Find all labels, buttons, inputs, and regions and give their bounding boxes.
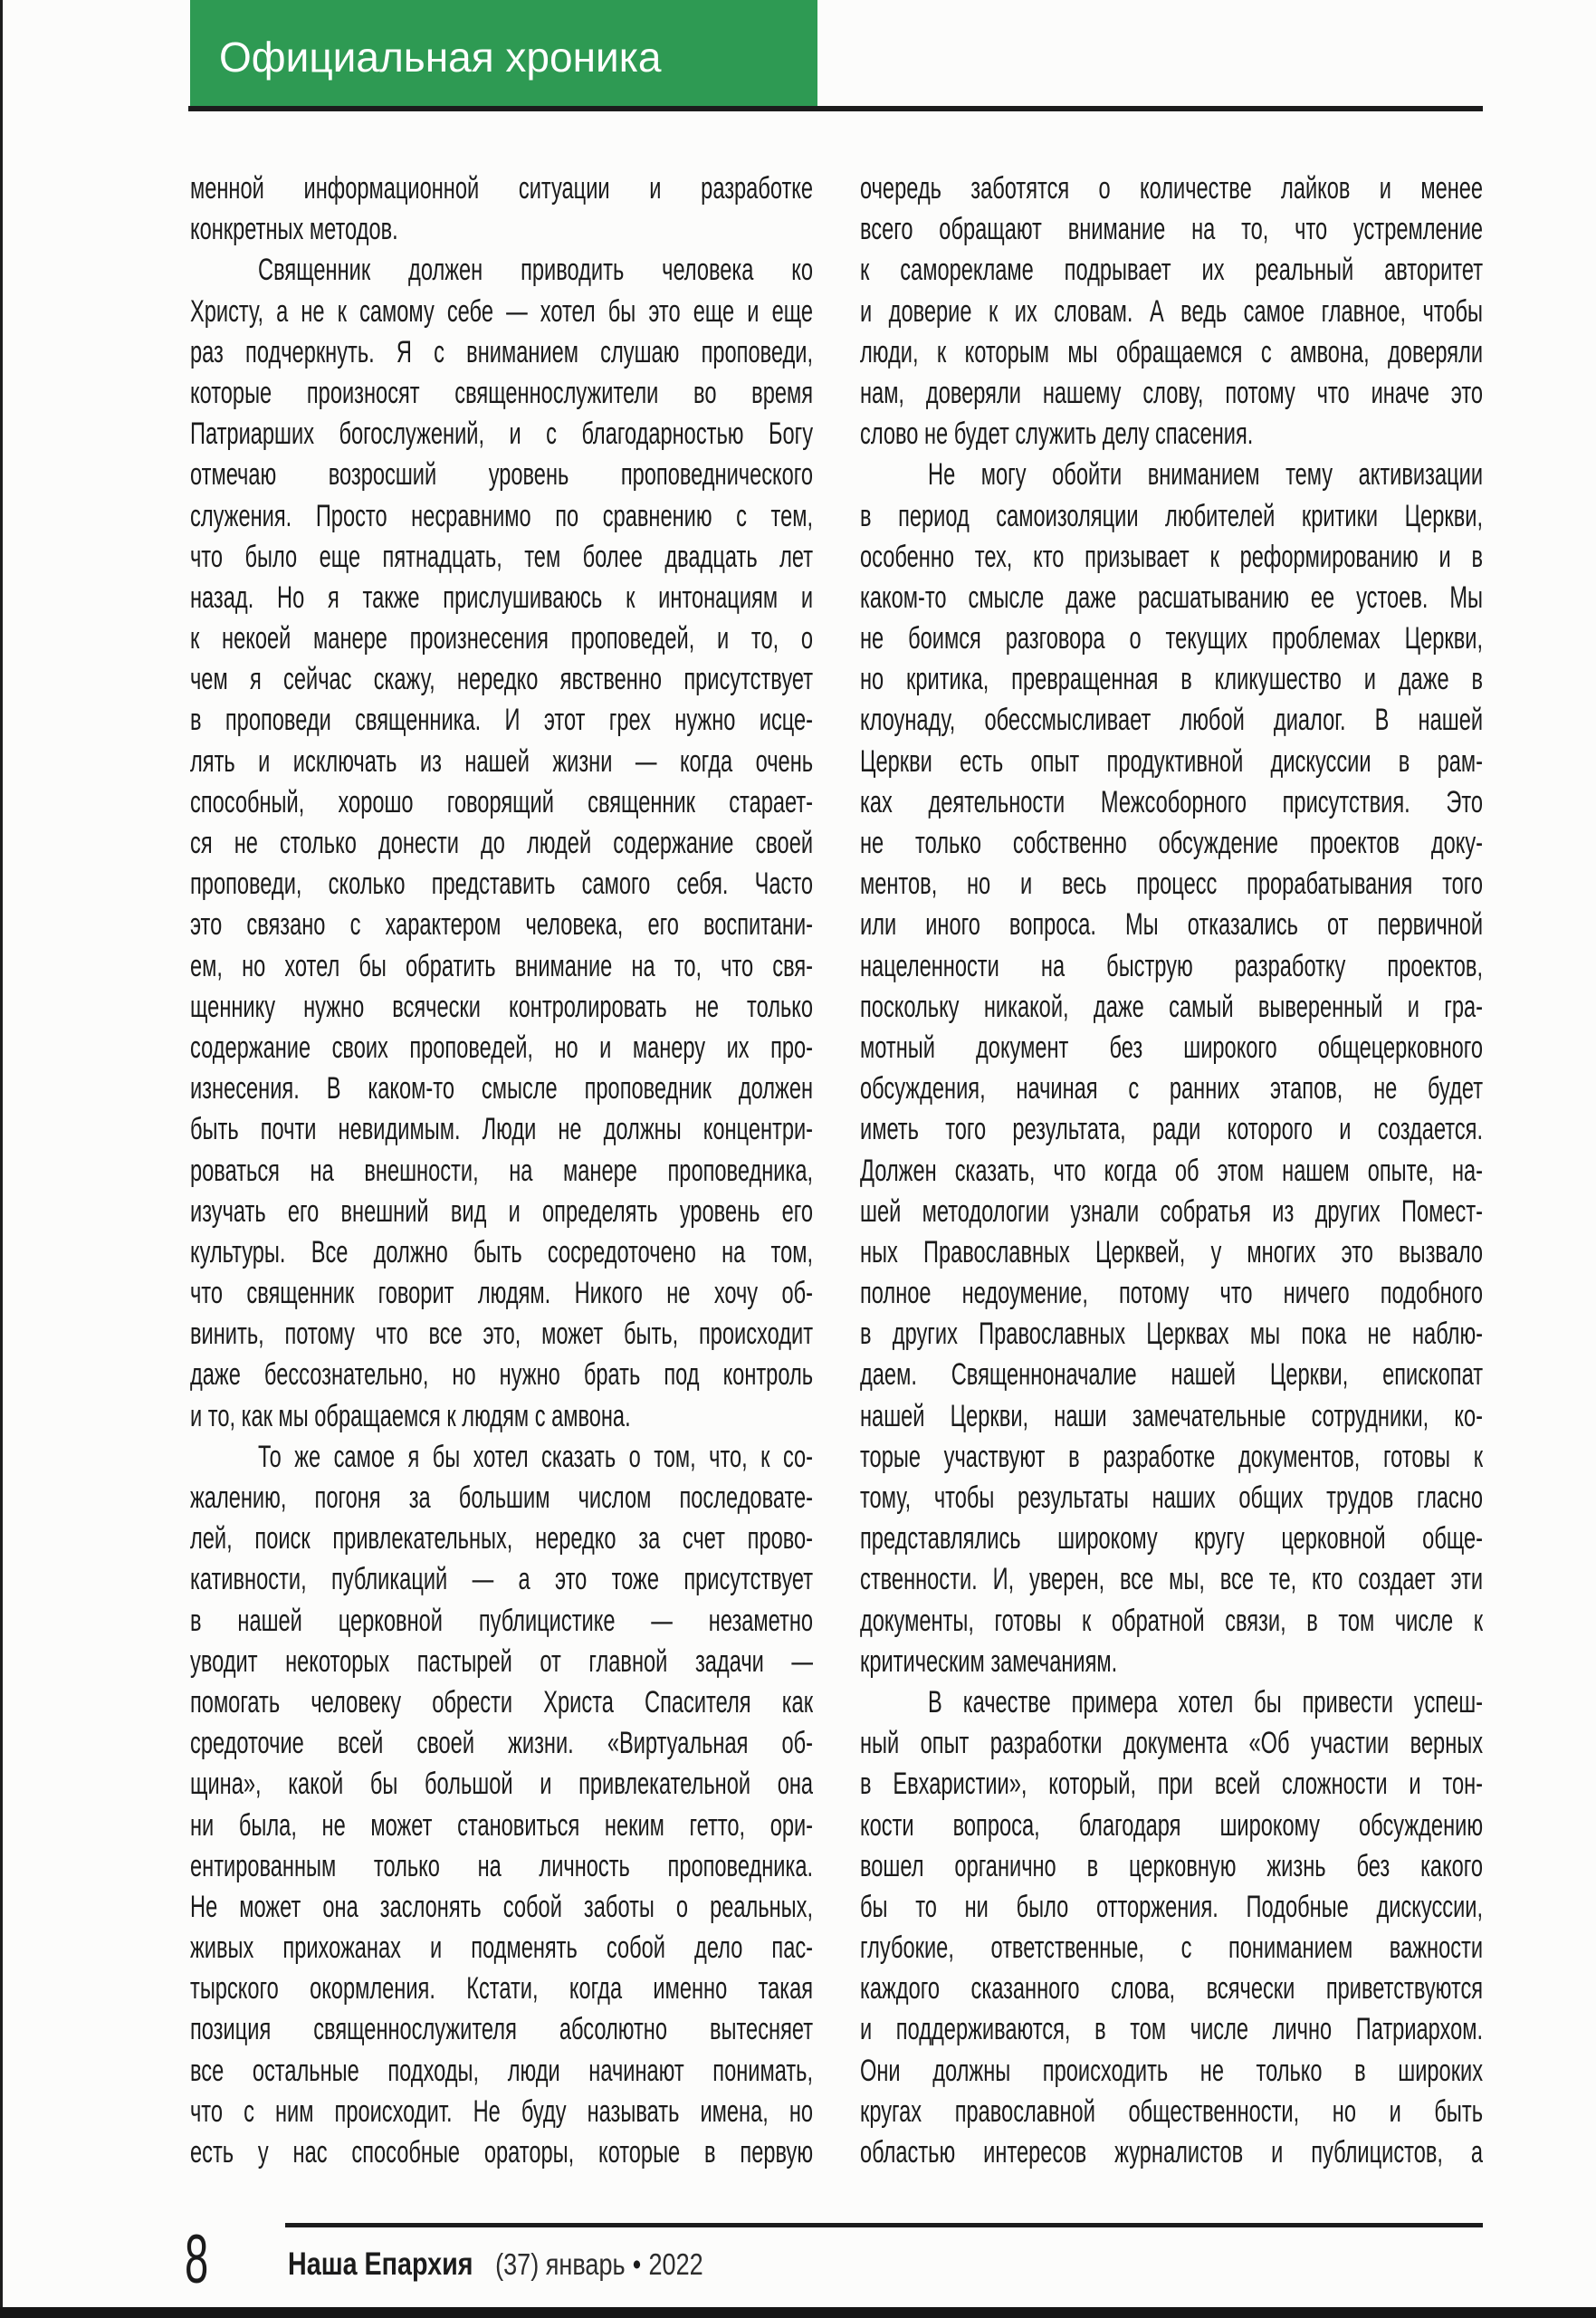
text-line: В качестве примера хотел бы привести успеш- <box>928 1684 1484 1719</box>
page-left-edge-line <box>0 0 3 2318</box>
text-line: менной информационной ситуации и разработке <box>190 171 814 206</box>
text-line: уводит некоторых пастырей от главной задачи — <box>190 1643 814 1679</box>
text-line: Церкви есть опыт продуктивной дискуссии в рам- <box>860 743 1484 779</box>
footer-year: 2022 <box>648 2247 703 2281</box>
page-bottom-edge-line <box>0 2307 1596 2318</box>
text-line: иметь того результата, ради которого и создается. <box>860 1112 1484 1147</box>
text-line: Священник должен приводить человека ко <box>258 253 814 288</box>
text-line: мотный документ без широкого общецерковного <box>860 1030 1484 1065</box>
text-line: к саморекламе подрывает их реальный авторитет <box>860 253 1484 288</box>
text-line: вошел органично в церковную жизнь без какого <box>860 1848 1484 1883</box>
text-line: назад. Но я также прислушиваюсь к интонациям и <box>190 580 814 615</box>
text-line: и то, как мы обращаемся к людям с амвона. <box>190 1398 631 1433</box>
text-line: очередь заботятся о количестве лайков и менее <box>860 171 1484 206</box>
text-line: конкретных методов. <box>190 212 398 247</box>
text-line: и поддерживаются, в том числе лично Патриархом. <box>860 2012 1484 2047</box>
text-line: жалению, погоня за большим числом последовате- <box>190 1480 814 1515</box>
text-line: клоунаду, обессмысливает любой диалог. В нашей <box>860 703 1484 738</box>
text-line: шей методологии узнали собратья из других Помест- <box>860 1193 1484 1229</box>
header-rule <box>188 106 1483 111</box>
text-line: служения. Просто несравнимо по сравнению с тем, <box>190 498 814 533</box>
text-line: или иного вопроса. Мы отказались от первичной <box>860 907 1484 943</box>
page-number: 8 <box>185 2221 209 2298</box>
text-line: в других Православных Церквах мы пока не наблю- <box>860 1317 1484 1352</box>
text-line: представлялись широкому кругу церковной обще- <box>860 1521 1484 1557</box>
text-line: изнесения. В каком-то смысле проповедник должен <box>190 1071 814 1106</box>
section-title: Официальная хроника <box>219 33 662 81</box>
text-line: есть у нас способные ораторы, которые в первую <box>190 2135 814 2170</box>
text-line: щина», какой бы большой и привлекательной она <box>190 1767 814 1802</box>
text-line: щеннику нужно всячески контролировать не только <box>190 989 814 1024</box>
text-line: Не могу обойти вниманием тему активизации <box>928 457 1484 493</box>
text-line: способный, хорошо говорящий священник старает- <box>190 784 814 819</box>
text-line: проповеди, сколько представить самого себя. Часто <box>190 867 814 902</box>
text-line: ментов, но и весь процесс прорабатывания того <box>860 867 1484 902</box>
footer-publication: Наша Епархия <box>288 2246 473 2282</box>
text-line: не только собственно обсуждение проектов доку- <box>860 826 1484 860</box>
text-line: документы, готовы к обратной связи, в том числе к <box>860 1603 1484 1638</box>
text-line: ных Православных Церквей, у многих это вызвало <box>860 1234 1484 1269</box>
text-line: роваться на внешности, на манере проповедника, <box>190 1153 814 1188</box>
text-line: ентированным только на личность проповедника. <box>190 1848 814 1883</box>
text-line: критическим замечаниям. <box>860 1643 1118 1679</box>
text-line: содержание своих проповедей, но и манеру их про- <box>190 1030 814 1065</box>
text-line: Не может она заслонять собой заботы о реальных, <box>190 1889 814 1924</box>
text-line: в период самоизоляции любителей критики Церкви, <box>860 498 1484 533</box>
text-line: винить, потому что все это, может быть, происходит <box>190 1317 814 1352</box>
text-line: нашей Церкви, наши замечательные сотрудники, ко- <box>860 1398 1484 1433</box>
text-line: отмечаю возросший уровень проповеднического <box>190 457 814 493</box>
footer-rule <box>285 2223 1483 2227</box>
text-line: торые участвуют в разработке документов, готовы к <box>860 1439 1484 1474</box>
text-line: в Евхаристии», который, при всей сложности и тон- <box>860 1767 1484 1802</box>
text-line: помогать человеку обрести Христа Спасителя как <box>190 1684 814 1719</box>
text-line: слово не будет служить делу спасения. <box>860 417 1254 452</box>
text-line: Должен сказать, что когда об этом нашем опыте, на- <box>860 1153 1484 1188</box>
text-line: изучать его внешний вид и определять уровень его <box>190 1193 814 1229</box>
text-line: тому, чтобы результаты наших общих трудов гласно <box>860 1480 1484 1515</box>
footer-issue: (37) январь <box>495 2247 626 2281</box>
text-line: ственности. И, уверен, все мы, все те, кто создает эти <box>860 1562 1484 1597</box>
text-line: даем. Священноначалие нашей Церкви, епископат <box>860 1357 1484 1393</box>
text-line: культуры. Все должно быть сосредоточено на том, <box>190 1234 814 1269</box>
text-line: но критика, превращенная в кликушество и даже в <box>860 662 1484 697</box>
text-line: даже бессознательно, но нужно брать под контроль <box>190 1357 814 1393</box>
text-line: живых прихожанах и подменять собой дело пас- <box>190 1930 814 1966</box>
text-line: в нашей церковной публицистике — незаметно <box>190 1603 814 1638</box>
text-line: ни была, не может становиться неким гетто, ори- <box>190 1807 814 1843</box>
text-line: позиция священнослужителя абсолютно вытесняет <box>190 2012 814 2047</box>
text-line: которые произносят священнослужители во время <box>190 375 814 410</box>
text-line: к некоей манере произнесения проповедей, и то, о <box>190 621 814 656</box>
text-line: быть почти невидимым. Люди не должны концентри- <box>190 1112 814 1147</box>
text-line: что было еще пятнадцать, тем более двадцать лет <box>190 539 814 574</box>
text-line: и доверие к их словам. А ведь самое главное, чтобы <box>860 293 1484 329</box>
text-line: чем я сейчас скажу, нередко явственно присутствует <box>190 662 814 697</box>
text-line: нам, доверяли нашему слову, потому что иначе это <box>860 375 1484 410</box>
text-line: нацеленности на быструю разработку проектов, <box>860 948 1484 983</box>
text-line: То же самое я бы хотел сказать о том, что, к со- <box>258 1439 814 1474</box>
text-line: тырского окормления. Кстати, когда именно такая <box>190 1971 814 2007</box>
footer-line <box>288 2244 703 2285</box>
text-line: кативности, публикаций — а это тоже присутствует <box>190 1562 814 1597</box>
text-line: ный опыт разработки документа «Об участии верных <box>860 1726 1484 1761</box>
footer-bullet-icon: • <box>632 2247 642 2281</box>
section-banner <box>190 0 817 106</box>
text-line: кругах православной общественности, но и быть <box>860 2093 1484 2129</box>
text-line: не боимся разговора о текущих проблемах Церкви, <box>860 621 1484 656</box>
text-line: лей, поиск привлекательных, нередко за счет прово- <box>190 1521 814 1557</box>
text-line: кости вопроса, благодаря широкому обсуждению <box>860 1807 1484 1843</box>
text-line: обсуждения, начиная с ранних этапов, не будет <box>860 1071 1484 1106</box>
text-line: все остальные подходы, люди начинают понимать, <box>190 2053 814 2088</box>
text-line: средоточие всей своей жизни. «Виртуальная об- <box>190 1726 814 1761</box>
text-line: в проповеди священника. И этот грех нужно исце- <box>190 703 814 738</box>
text-line: Патриарших богослужений, и с благодарностью Богу <box>190 417 814 452</box>
text-line: полное недоумение, потому что ничего подобного <box>860 1276 1484 1311</box>
text-line: особенно тех, кто призывает к реформированию и в <box>860 539 1484 574</box>
text-line: ках деятельности Межсоборного присутствия. Это <box>860 784 1484 819</box>
text-line: поскольку никакой, даже самый выверенный и гра- <box>860 989 1484 1024</box>
text-line: каком-то смысле даже расшатыванию ее устоев. Мы <box>860 580 1484 615</box>
text-line: ем, но хотел бы обратить внимание на то, что свя- <box>190 948 814 983</box>
text-line: бы то ни было отторжения. Подобные дискуссии, <box>860 1889 1484 1924</box>
text-line: областью интересов журналистов и публицистов, а <box>860 2135 1484 2170</box>
text-column-left <box>190 168 817 2173</box>
text-column-right <box>860 168 1487 2173</box>
text-line: ся не столько донести до людей содержание своей <box>190 826 814 860</box>
text-line: глубокие, ответственные, с пониманием важности <box>860 1930 1484 1966</box>
text-line: это связано с характером человека, его воспитани- <box>190 907 814 943</box>
text-line: что с ним происходит. Не буду называть имена, но <box>190 2093 814 2129</box>
text-line: всего обращают внимание на то, что устремление <box>860 212 1484 247</box>
text-line: Они должны происходить не только в широких <box>860 2053 1484 2088</box>
text-line: что священник говорит людям. Никого не хочу об- <box>190 1276 814 1311</box>
text-line: люди, к которым мы обращаемся с амвона, доверяли <box>860 334 1484 369</box>
text-line: раз подчеркнуть. Я с вниманием слушаю проповеди, <box>190 334 814 369</box>
text-line: каждого сказанного слова, всячески приветствуются <box>860 1971 1484 2007</box>
text-line: лять и исключать из нашей жизни — когда очень <box>190 743 814 779</box>
text-line: Христу, а не к самому себе — хотел бы это еще и еще <box>190 293 814 329</box>
